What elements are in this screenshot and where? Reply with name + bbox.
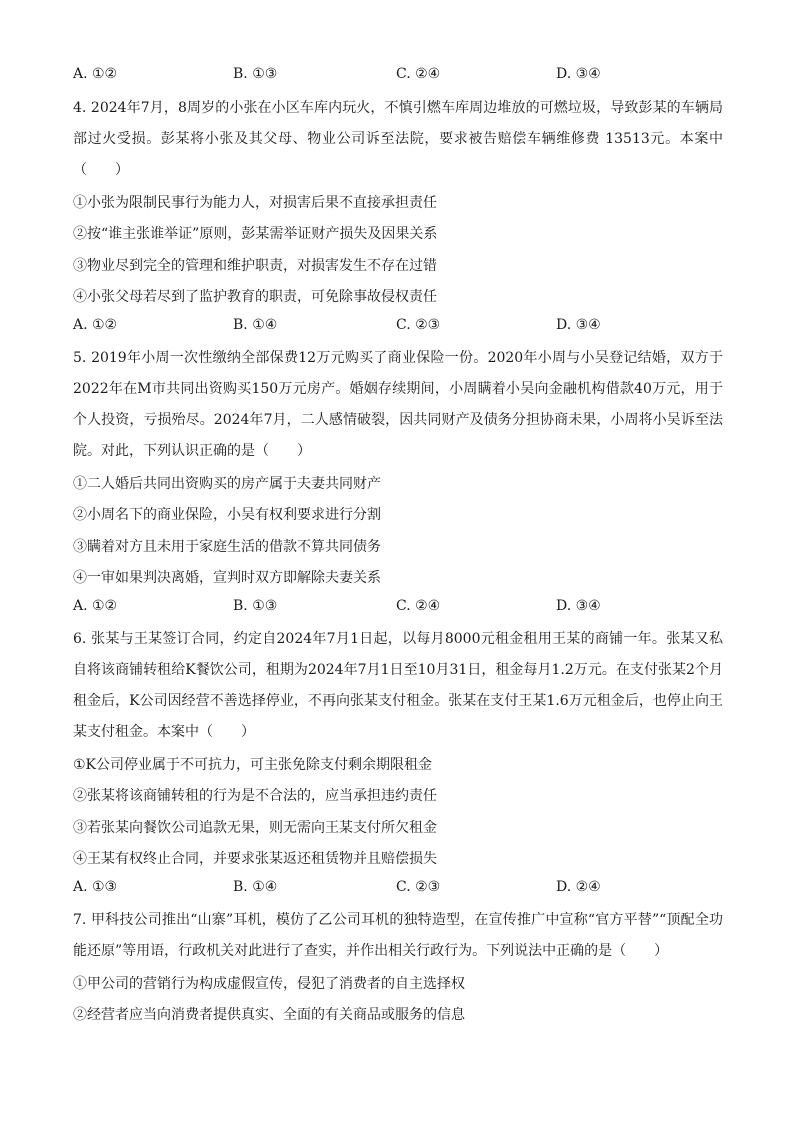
q4-statement-1: ①小张为限制民事行为能力人，对损害后果不直接承担责任: [73, 195, 437, 211]
q5-statement-4: ④一审如果判决离婚，宣判时双方即解除夫妻关系: [73, 570, 381, 586]
option-c[interactable]: C. ②③: [396, 317, 441, 333]
q7-statement-1: ①甲公司的营销行为构成虚假宣传，侵犯了消费者的自主选择权: [73, 976, 465, 992]
q5-options: [73, 598, 753, 620]
option-c[interactable]: C. ②③: [396, 879, 441, 895]
option-b[interactable]: B. ①③: [233, 66, 278, 82]
option-d[interactable]: D. ③④: [556, 598, 601, 614]
option-c[interactable]: C. ②④: [396, 598, 441, 614]
option-b[interactable]: B. ①④: [233, 879, 278, 895]
option-c[interactable]: C. ②④: [396, 66, 441, 82]
q7-statement-2: ②经营者应当向消费者提供真实、全面的有关商品或服务的信息: [73, 1007, 465, 1023]
q4-statement-4: ④小张父母若尽到了监护教育的职责，可免除事故侵权责任: [73, 289, 437, 305]
q4-statement-3: ③物业尽到完全的管理和维护职责，对损害发生不存在过错: [73, 258, 437, 274]
q6-statement-3: ③若张某向餐饮公司追款无果，则无需向王某支付所欠租金: [73, 820, 437, 836]
q6-stem: 6. 张某与王某签订合同，约定自2024年7月1日起，以每月8000元租金租用王某的商铺一年。张某又私自将该商铺转租给K餐饮公司，租期为2024年7月1日至10月31日，租金每月1.2万元。在支付张某2个月租金后，K公司因经营不善选择停业，不再向张某支付租金。张某在支付王某1.6万元租金后，也停止向王某支付租金。本案中（ ）: [73, 631, 723, 740]
q5-statement-3: ③瞒着对方且未用于家庭生活的借款不算共同债务: [73, 539, 381, 555]
q6-statement-2: ②张某将该商铺转租的行为是不合法的，应当承担违约责任: [73, 788, 437, 804]
q3-options: [73, 66, 753, 88]
q4-stem: 4. 2024年7月，8周岁的小张在小区车库内玩火，不慎引燃车库周边堆放的可燃垃圾，导致彭某的车辆局部过火受损。彭某将小张及其父母、物业公司诉至法院，要求被告赔偿车辆维修费 13513元。本案中（ ）: [73, 100, 723, 178]
option-a[interactable]: A. ①②: [73, 66, 118, 82]
q4-statement-2: ②按“谁主张谁举证”原则，彭某需举证财产损失及因果关系: [73, 226, 438, 242]
q6-options: [73, 879, 753, 901]
option-d[interactable]: D. ③④: [556, 66, 601, 82]
option-a[interactable]: A. ①②: [73, 598, 118, 614]
option-d[interactable]: D. ③④: [556, 317, 601, 333]
q6-statement-4: ④王某有权终止合同，并要求张某返还租赁物并且赔偿损失: [73, 851, 437, 867]
q6-statement-1: ①K公司停业属于不可抗力，可主张免除支付剩余期限租金: [73, 757, 433, 773]
q4-options: [73, 317, 753, 339]
q5-statement-2: ②小周名下的商业保险，小吴有权利要求进行分割: [73, 507, 381, 523]
option-a[interactable]: A. ①②: [73, 317, 118, 333]
q5-statement-1: ①二人婚后共同出资购买的房产属于夫妻共同财产: [73, 476, 381, 492]
q5-stem: 5. 2019年小周一次性缴纳全部保费12万元购买了商业保险一份。2020年小周与小吴登记结婚，双方于2022年在M市共同出资购买150万元房产。婚姻存续期间，小周瞒着小吴向金融机构借款40万元，用于个人投资，亏损殆尽。2024年7月，二人感情破裂，因共同财产及债务分担协商未果，小周将小吴诉至法院。对此，下列认识正确的是（ ）: [73, 350, 723, 459]
option-a[interactable]: A. ①③: [73, 879, 118, 895]
q7-stem: 7. 甲科技公司推出“山寨”耳机，模仿了乙公司耳机的独特造型，在宣传推广中宣称“官方平替”“顶配全功能还原”等用语，行政机关对此进行了查实，并作出相关行政行为。下列说法中正确的是（ ）: [73, 912, 723, 959]
option-b[interactable]: B. ①④: [233, 317, 278, 333]
option-d[interactable]: D. ②④: [556, 879, 601, 895]
option-b[interactable]: B. ①③: [233, 598, 278, 614]
